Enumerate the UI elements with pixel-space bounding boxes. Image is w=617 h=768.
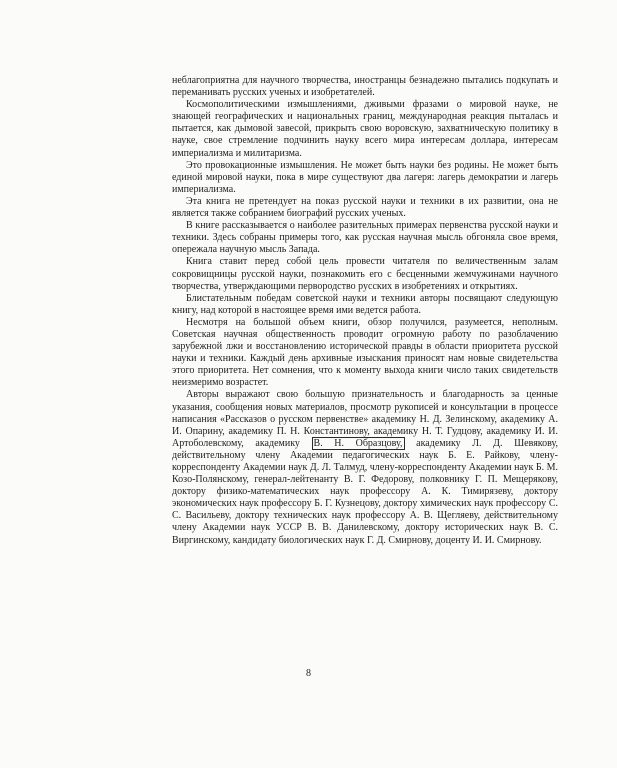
acknowledgement-text-before: Авторы выражают свою большую признательность и благодарность за ценные указания, сообщения новых материалов, просмотр рукописей и консультации в процессе написания «Рассказов о русском первенстве» академику Н. Д. Зелинскому, академику А. И. Опарину, академику П. Н. Константинову, академику Н. Т. Гудцову, академику И. И. Артоболевскому, академику (172, 389, 558, 449)
body-text (172, 75, 558, 547)
page-number: 8 (306, 668, 311, 679)
paragraph: В книге рассказывается о наиболее разительных примерах первенства русской науки и техники. Здесь собраны примеры того, как русская научная мысль обгоняла свое время, опережала научную мысль Запада. (172, 220, 558, 256)
paragraph: Блистательным победам советской науки и техники авторы посвящают следующую книгу, над которой в настоящее время ими ведется работа. (172, 292, 558, 316)
paragraph: Эта книга не претендует на показ русской науки и техники в их развитии, она не является также собранием биографий русских ученых. (172, 195, 558, 220)
paragraph: Это провокационные измышления. Не может быть науки без родины. Не может быть единой мировой науки, пока в мире существуют два лагеря: лагерь демократии и лагерь империализма. (172, 159, 558, 195)
highlighted-name: В. Н. Образцову, (313, 437, 403, 449)
acknowledgement-paragraph (172, 389, 558, 546)
acknowledgement-text-after: академику Л. Д. Шевякову, действительному члену Академии педагогических наук Б. Е. Райкову, члену-корреспонденту Академии наук Д. Л. Талмуд, члену-корреспонденту Академии наук Б. М. Козо-Полянскому, генерал-лейтенанту В. Г. Федорову, полковнику Г. П. Мещерякову, доктору физико-математических наук профессору А. К. Тимирязеву, доктору экономических наук профессору Б. Г. Кузнецову, доктору химических наук профессору С. С. Васильеву, доктору технических наук профессору А. В. Щегляеву, действительному члену Академии наук УССР В. В. Данилевскому, доктору исторических наук В. С. Виргинскому, кандидату биологических наук Г. Д. Смирнову, доценту И. И. Смирнову. (172, 437, 559, 546)
paragraph: Несмотря на большой объем книги, обзор получился, разумеется, неполным. Советская научная общественность проводит огромную работу по разоблачению зарубежной лжи и восстановлению исторической правды в области приоритета русской науки и техники. Каждый день архивные изыскания приносят нам новые свидетельства этого приоритета. Нет сомнения, что к моменту выхода книги число таких свидетельств неизмеримо возрастет. (172, 316, 558, 389)
paragraph: Космополитическими измышлениями, дживыми фразами о мировой науке, не знающей географических и национальных границ, международная реакция пыталась и пытается, как дымовой завесой, прикрыть свою воровскую, захватническую политику в науке, свое стремление подчинить науку всего мира интересам доллара, интересам империализма и милитаризма. (172, 99, 558, 159)
paragraph: Книга ставит перед собой цель провести читателя по величественным залам сокровищницы русской науки, познакомить его с бесценными жемчужинами научного творчества, утверждающими первородство русских в изобретениях и открытиях. (172, 256, 558, 292)
paragraph: неблагоприятна для научного творчества, иностранцы безнадежно пытались подкупать и переманивать русских ученых и изобретателей. (172, 75, 558, 99)
